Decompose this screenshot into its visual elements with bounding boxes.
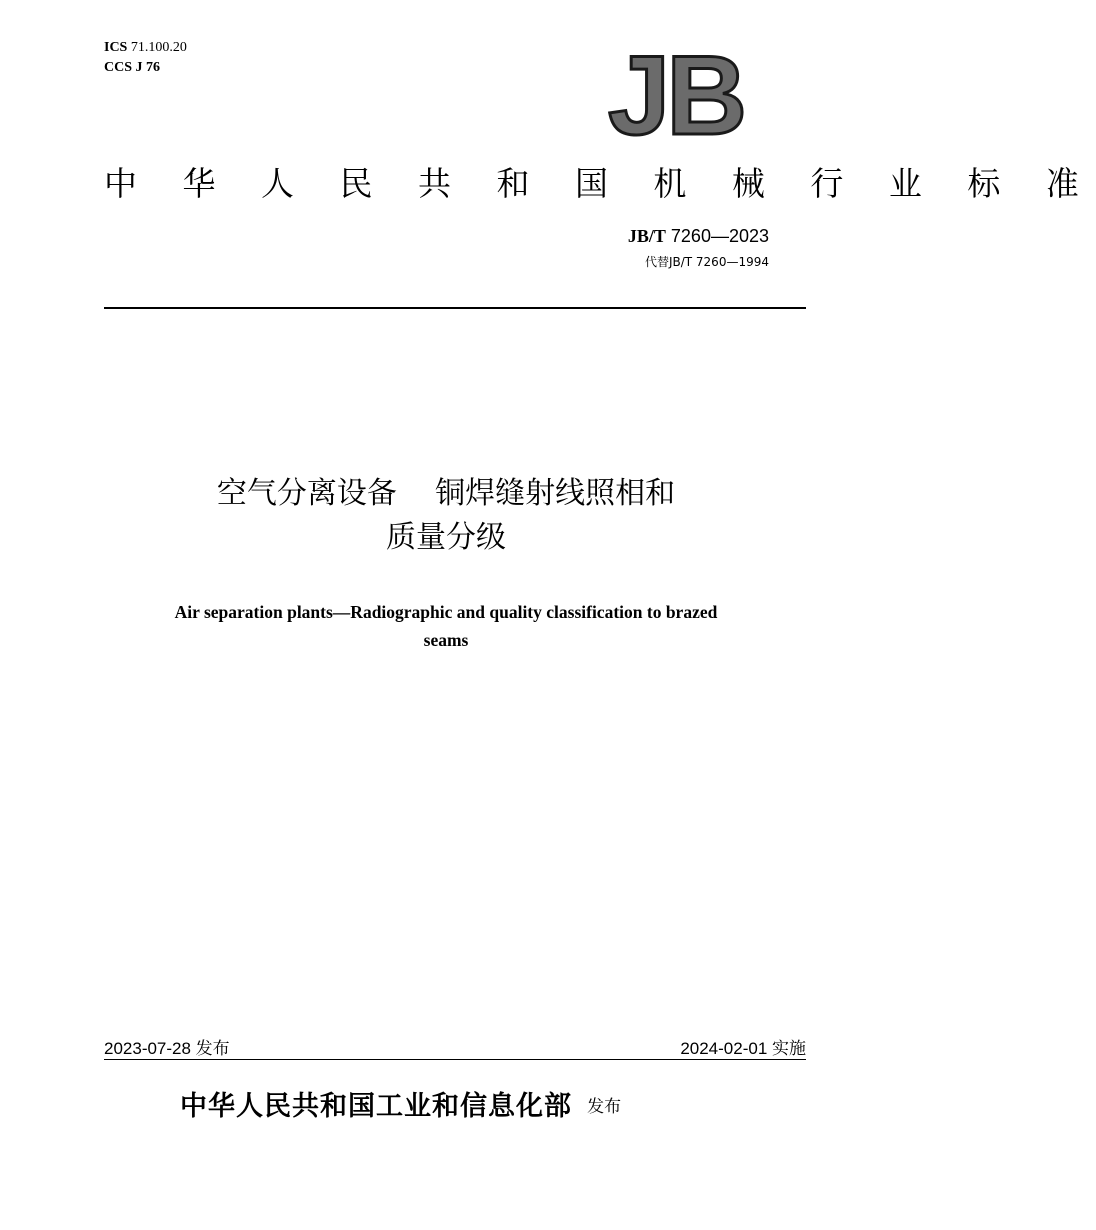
- english-title-line-1: Air separation plants—Radiographic and quality classification to brazed: [174, 602, 718, 622]
- ccs-prefix: CCS J: [104, 60, 143, 75]
- effective-date: 2024-02-01 实施: [680, 1039, 806, 1058]
- classification-codes: [104, 38, 187, 78]
- chinese-title: [0, 472, 892, 560]
- chinese-title-line-1: 空气分离设备 铜焊缝射线照相和: [216, 476, 676, 511]
- chinese-title-line-2: 质量分级: [386, 520, 506, 555]
- standard-code-block: [628, 226, 769, 270]
- standard-type-title: 中 华 人 民 共 和 国 机 械 行 业 标 准: [104, 164, 1096, 203]
- bottom-divider: [104, 1059, 806, 1060]
- issue-date: 2023-07-28 发布: [104, 1039, 230, 1058]
- ics-value: 71.100.20: [130, 40, 187, 55]
- ccs-code: [104, 58, 187, 78]
- issuer-name: 中华人民共和国工业和信息化部: [180, 1091, 572, 1122]
- issuer: [180, 1084, 621, 1123]
- ics-prefix: ICS: [104, 40, 128, 55]
- top-divider: [104, 307, 806, 309]
- standard-code-prefix: JB/T: [627, 226, 666, 246]
- replaces-code: 代替JB/T 7260—1994: [644, 255, 769, 269]
- ics-code: [104, 38, 187, 58]
- ccs-value: 76: [146, 60, 161, 75]
- standard-code-number: 7260—2023: [670, 226, 769, 246]
- jb-logo: [606, 33, 766, 158]
- jb-logo-text: JB: [608, 33, 744, 158]
- standard-code: [628, 226, 769, 247]
- english-title-line-2: seams: [423, 630, 469, 650]
- english-title: [120, 598, 772, 654]
- issuer-suffix: 发布: [587, 1097, 622, 1117]
